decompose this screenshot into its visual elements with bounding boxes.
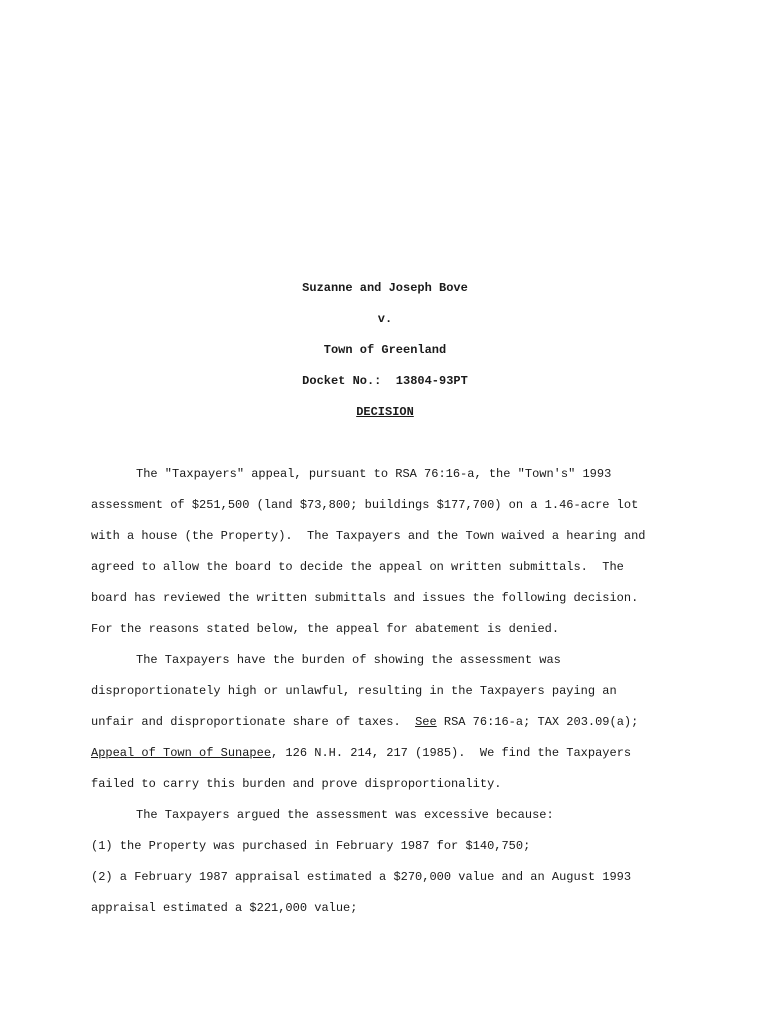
p2-line-3 bbox=[91, 715, 638, 729]
p3-line-1: The Taxpayers argued the assessment was excessive because: bbox=[136, 808, 554, 822]
p2-line-5: failed to carry this burden and prove disproportionality. bbox=[91, 777, 502, 791]
p1-line-2: assessment of $251,500 (land $73,800; buildings $177,700) on a 1.46-acre lot bbox=[91, 498, 639, 512]
p2-line-1: The Taxpayers have the burden of showing the assessment was bbox=[136, 653, 561, 667]
p1-line-6: For the reasons stated below, the appeal for abatement is denied. bbox=[91, 622, 560, 636]
caption-versus: v. bbox=[377, 312, 393, 326]
caption-parties-plaintiff: Suzanne and Joseph Bove bbox=[302, 281, 468, 295]
p2-line-3-citation: RSA 76:16-a; TAX 203.09(a); bbox=[436, 715, 639, 729]
p1-line-3: with a house (the Property). The Taxpayers and the Town waived a hearing and bbox=[91, 529, 646, 543]
caption-docket-number: Docket No.: 13804-93PT bbox=[302, 374, 468, 388]
p3-line-3: (2) a February 1987 appraisal estimated a $270,000 value and an August 1993 bbox=[91, 870, 632, 884]
case-name-citation: Appeal of Town of Sunapee bbox=[91, 746, 272, 760]
p1-line-5: board has reviewed the written submittals and issues the following decision. bbox=[91, 591, 639, 605]
decision-heading bbox=[0, 405, 770, 419]
p2-line-4 bbox=[91, 746, 631, 760]
p2-line-3-text: unfair and disproportionate share of taxes. bbox=[91, 715, 416, 729]
p1-line-4: agreed to allow the board to decide the appeal on written submittals. The bbox=[91, 560, 624, 574]
p3-line-4: appraisal estimated a $221,000 value; bbox=[91, 901, 358, 915]
p1-line-1: The "Taxpayers" appeal, pursuant to RSA 76:16-a, the "Town's" 1993 bbox=[136, 467, 612, 481]
caption-parties-defendant: Town of Greenland bbox=[323, 343, 447, 357]
citation-see-signal: See bbox=[415, 715, 437, 729]
decision-heading-text: DECISION bbox=[356, 405, 414, 419]
p2-line-4-text: , 126 N.H. 214, 217 (1985). We find the Taxpayers bbox=[271, 746, 632, 760]
p3-line-2: (1) the Property was purchased in February 1987 for $140,750; bbox=[91, 839, 531, 853]
p2-line-2: disproportionately high or unlawful, resulting in the Taxpayers paying an bbox=[91, 684, 617, 698]
